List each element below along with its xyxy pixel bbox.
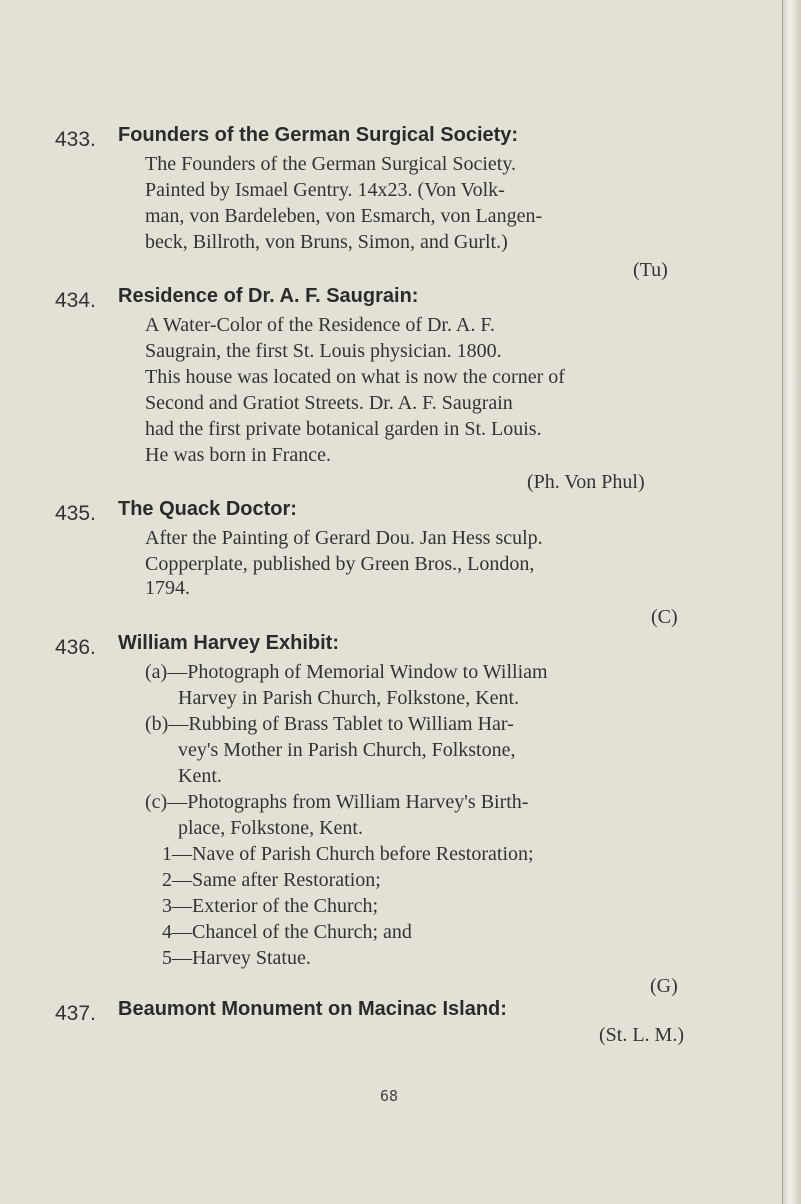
page-number: 68 (380, 1087, 399, 1105)
entry-line: man, von Bardeleben, von Esmarch, von Langen- (145, 205, 543, 227)
entry-line: Copperplate, published by Green Bros., London, (145, 553, 535, 575)
entry-title: Beaumont Monument on Macinac Island: (118, 998, 507, 1020)
entry-title: Residence of Dr. A. F. Saugrain: (118, 285, 419, 307)
entry-source: (St. L. M.) (599, 1024, 684, 1046)
entry-source: (Ph. Von Phul) (527, 471, 645, 493)
entry-line: 3—Exterior of the Church; (162, 895, 379, 917)
entry-line: 4—Chancel of the Church; and (162, 921, 412, 943)
entry-line: (c)—Photographs from William Harvey's Birth- (145, 791, 529, 813)
page-binding-edge (782, 0, 801, 1204)
entry-line: place, Folkstone, Kent. (178, 817, 363, 839)
entry-line: A Water-Color of the Residence of Dr. A. F. (145, 314, 495, 336)
entry-line: 1—Nave of Parish Church before Restoration; (162, 843, 534, 865)
entry-line: He was born in France. (145, 444, 332, 466)
entry-title: The Quack Doctor: (118, 498, 297, 520)
entry-source: (G) (650, 975, 678, 997)
entry-line: vey's Mother in Parish Church, Folkstone, (178, 739, 516, 761)
entry-line: Painted by Ismael Gentry. 14x23. (Von Volk- (145, 179, 505, 201)
entry-number: 434. (55, 289, 96, 312)
entry-line: 5—Harvey Statue. (162, 947, 311, 969)
entry-line: This house was located on what is now the corner of (145, 366, 565, 388)
entry-title: William Harvey Exhibit: (118, 632, 339, 654)
entry-line: Saugrain, the first St. Louis physician. 1800. (145, 340, 502, 362)
entry-line: After the Painting of Gerard Dou. Jan Hess sculp. (145, 527, 543, 549)
entry-line: 1794. (145, 577, 190, 599)
entry-line: (a)—Photograph of Memorial Window to William (145, 661, 548, 683)
entry-number: 435. (55, 502, 96, 525)
entry-line: Kent. (178, 765, 222, 787)
entry-line: (b)—Rubbing of Brass Tablet to William Har- (145, 713, 514, 735)
entry-line: 2—Same after Restoration; (162, 869, 381, 891)
entry-line: Harvey in Parish Church, Folkstone, Kent. (178, 687, 520, 709)
entry-title: Founders of the German Surgical Society: (118, 124, 519, 146)
entry-number: 433. (55, 128, 96, 151)
entry-number: 436. (55, 636, 96, 659)
entry-number: 437. (55, 1002, 96, 1025)
entry-line: The Founders of the German Surgical Society. (145, 153, 517, 175)
entry-line: beck, Billroth, von Bruns, Simon, and Gurlt.) (145, 231, 508, 253)
entry-line: had the first private botanical garden in St. Louis. (145, 418, 542, 440)
entry-line: Second and Gratiot Streets. Dr. A. F. Saugrain (145, 392, 513, 414)
entry-source: (Tu) (633, 259, 668, 281)
entry-source: (C) (651, 606, 678, 628)
